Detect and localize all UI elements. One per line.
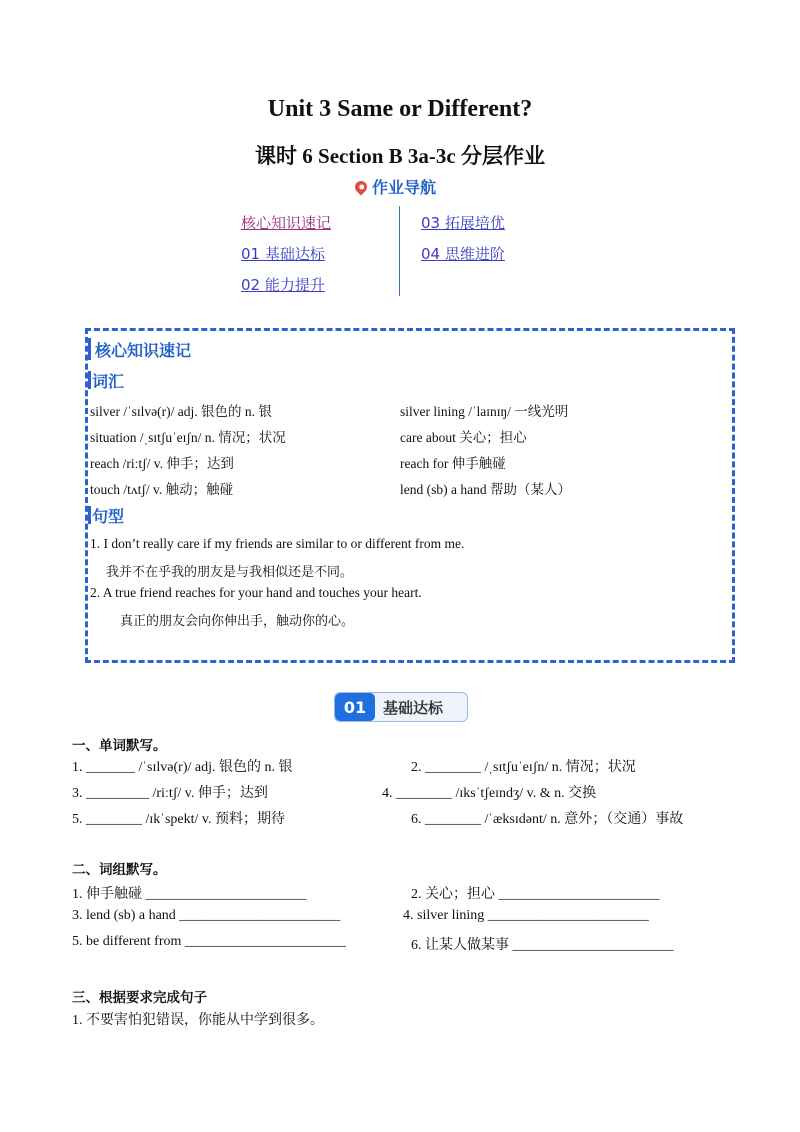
question-item: 1. _______ /ˈsɪlvə(r)/ adj. 银色的 n. 银 — [72, 760, 293, 775]
question-item: 3. lend (sb) a hand _______________________ — [72, 908, 341, 923]
vocab-item: situation /ˌsɪtʃuˈeɪʃn/ n. 情况；状况 — [90, 430, 286, 445]
vocab-heading-bar — [88, 371, 91, 389]
nav-heading — [355, 175, 436, 198]
sentence-zh: 真正的朋友会向你伸出手，触动你的心。 — [120, 614, 355, 629]
part3-heading: 三、根据要求完成句子 — [72, 990, 207, 1006]
vocab-item: silver /ˈsɪlvə(r)/ adj. 银色的 n. 银 — [90, 404, 272, 419]
question-item: 3. _________ /riːtʃ/ v. 伸手；达到 — [72, 786, 268, 801]
page-title: Unit 3 Same or Different? — [267, 96, 533, 122]
question-item: 2. ________ /ˌsɪtʃuˈeɪʃn/ n. 情况；状况 — [411, 760, 636, 775]
vocab-item: reach /riːtʃ/ v. 伸手；达到 — [90, 456, 234, 471]
question-item: 2. 关心；担心 _______________________ — [411, 887, 660, 902]
question-item: 4. ________ /ɪksˈtʃeɪndʒ/ v. & n. 交换 — [382, 786, 597, 801]
question-item: 6. ________ /ˈæksɪdənt/ n. 意外；（交通）事故 — [411, 812, 684, 827]
vocab-heading: 词汇 — [92, 372, 125, 391]
nav-link-core[interactable]: 核心知识速记 — [241, 214, 332, 232]
sentence-heading-bar — [88, 506, 91, 524]
page-subtitle: 课时 6 Section B 3a-3c 分层作业 — [255, 144, 545, 168]
nav-link-04[interactable]: 04 思维进阶 — [421, 245, 505, 263]
nav-link-03[interactable]: 03 拓展培优 — [421, 214, 505, 232]
nav-divider — [399, 206, 400, 296]
section-badge-label: 基础达标 — [383, 699, 444, 717]
question-item: 5. ________ /ɪkˈspekt/ v. 预料；期待 — [72, 812, 285, 827]
question-item: 1. 不要害怕犯错误，你能从中学到很多。 — [72, 1013, 324, 1028]
question-item: 4. silver lining _______________________ — [403, 908, 649, 923]
vocab-item: lend (sb) a hand 帮助（某人） — [400, 482, 571, 497]
sentence-en: 2. A true friend reaches for your hand and touches your heart. — [90, 585, 422, 600]
section-badge-01 — [334, 692, 468, 722]
vocab-item: touch /tʌtʃ/ v. 触动；触碰 — [90, 482, 234, 497]
sentence-zh: 我并不在乎我的朋友是与我相似还是不同。 — [106, 565, 354, 580]
question-item: 6. 让某人做某事 _______________________ — [411, 938, 674, 953]
vocab-item: reach for 伸手触碰 — [400, 456, 506, 471]
section-badge-number: 01 — [335, 693, 375, 721]
question-item: 5. be different from _______________________ — [72, 934, 346, 949]
part2-heading: 二、词组默写。 — [72, 862, 167, 878]
vocab-item: silver lining /ˈlaɪnɪŋ/ 一线光明 — [400, 404, 569, 419]
nav-link-01[interactable]: 01 基础达标 — [241, 245, 325, 263]
sentence-heading: 句型 — [92, 507, 125, 526]
nav-link-02[interactable]: 02 能力提升 — [241, 276, 325, 294]
sentence-en: 1. I don’t really care if my friends are similar to or different from me. — [90, 536, 465, 551]
location-pin-icon — [353, 178, 370, 195]
knowledge-heading: 核心知识速记 — [95, 341, 192, 360]
knowledge-heading-bar — [88, 338, 91, 360]
part1-heading: 一、单词默写。 — [72, 738, 167, 754]
nav-heading-label: 作业导航 — [372, 178, 437, 197]
question-item: 1. 伸手触碰 _______________________ — [72, 887, 307, 902]
vocab-item: care about 关心；担心 — [400, 430, 527, 445]
